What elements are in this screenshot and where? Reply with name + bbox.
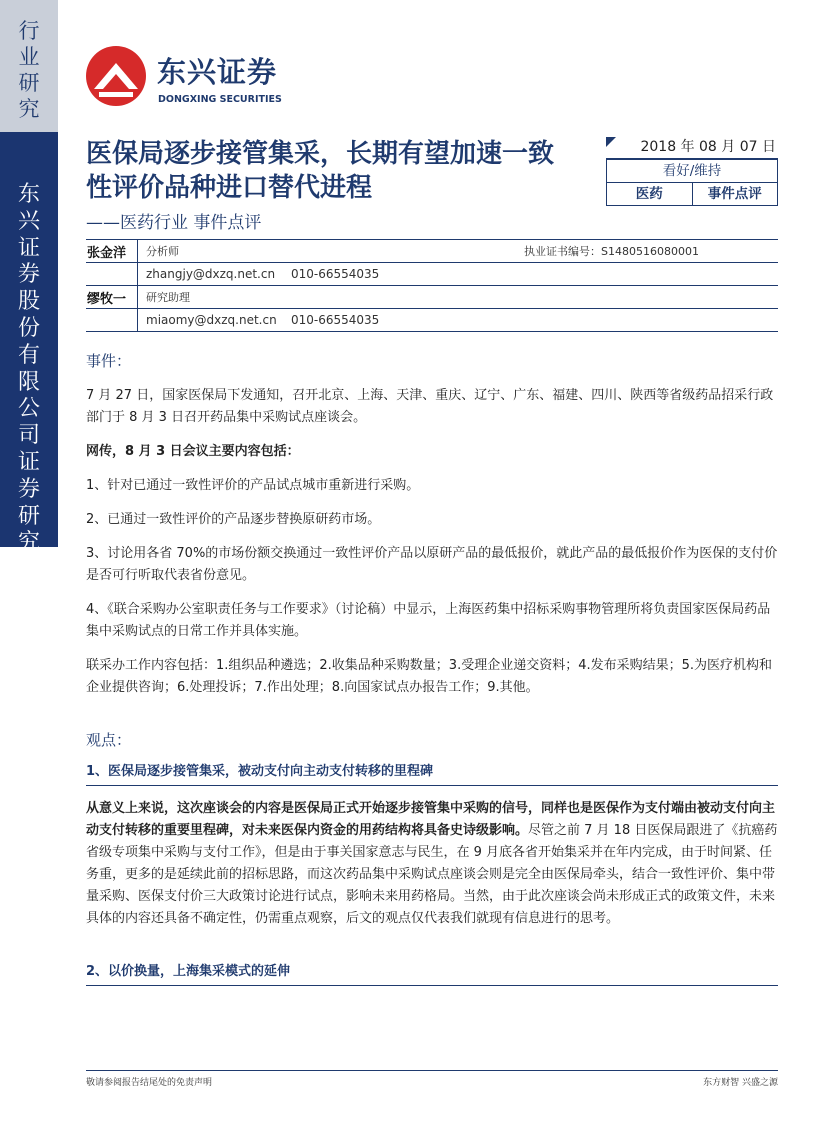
list-item: 4、《联合采购办公室职责任务与工作要求》（讨论稿）中显示，上海医药集中招标采购事物管理所将负责国家医保局药品集中采购试点的日常工作并具体实施。 [86,602,771,639]
view-paragraph-bold: 从意义上来说，这次座谈会的内容是医保局正式开始逐步接管集中采购的信号，同样也是医保作为支付端由被动支付向主动支付转移的重要里程碑，对未来医保内资金的用药结构将具备史诗级影响。 [86,801,776,838]
analyst-name: 张金洋 [87,245,127,261]
rating-row [606,160,778,183]
report-subtitle: ——医药行业 事件点评 [86,213,262,233]
report-date-row [606,137,778,160]
event-text: 7 月 27 日，国家医保局下发通知，召开北京、上海、天津、重庆、辽宁、广东、福建、四川、陕西等省级药品招采行政部门于 8 月 3 日召开药品集中采购试点座谈会。 [86,388,774,425]
sidebar-category-label: 行业研究 [18,19,40,121]
analyst-contact [137,309,778,331]
analyst-name: 缪牧一 [87,291,127,307]
logo-emblem-icon [85,45,147,107]
view-paragraph-rest: 尽管之前 7 月 18 日医保局跟进了《抗癌药省级专项集中采购与支付工作》，但是由于事关国家意志与民生，在 9 月底各省开始集采并在年内完成，由于时间紧、任务重，更多的是延续此前的招标思路，而这次药品集中采购试点座谈会则是完全由医保局牵头，结合一致性评价、集中带量采购、医保支付价三大政策讨论进行试点，影响未来用药格局。当然，由于此次座谈会尚未形成正式的政策文件，未来具体的内容还具备不确定性，仍需重点观察，后文的观点仅代表我们就现有信息进行的思考。 [86,823,778,926]
sidebar-company-label: 东兴证券股份有限公司证券研究报告 [17,182,40,609]
analyst-table [86,239,778,332]
report-title: 医保局逐步接管集采，长期有望加速一致性评价品种进口替代进程 [86,139,555,203]
industry-label: 医药 [606,183,692,205]
analyst-phone: 010-66554035 [291,313,380,327]
analyst-contact [137,263,778,285]
view-paragraph [86,798,778,930]
analyst-info [137,240,778,262]
analyst-role: 分析师 [146,245,179,258]
view-subheading-1: 1、医保局逐步接管集采，被动支付向主动支付转移的里程碑 [86,760,778,786]
analyst-row [86,239,778,262]
analyst-contact-row [86,262,778,285]
footer-slogan: 东方财智 兴盛之源 [703,1078,778,1088]
report-type-label: 事件点评 [692,183,779,205]
analyst-email[interactable]: zhangjy@dxzq.net.cn [146,267,276,281]
analyst-cert: 执业证书编号：S1480516080001 [524,245,699,258]
list-item: 联采办工作内容包括：1.组织品种遴选；2.收集品种采购数量；3.受理企业递交资料；4.发布采购结果；5.为医疗机构和企业提供咨询；6.处理投诉；7.作出处理；8.向国家试点办报告工作；9.其他。 [86,658,773,695]
sidebar-category [0,0,58,132]
event-heading: 事件： [86,352,132,370]
logo-name-en: DONGXING SECURITIES [158,94,282,105]
list-item: 2、已通过一致性评价的产品逐步替换原研药市场。 [86,512,381,527]
report-date: 2018 年 08 月 07 日 [640,139,776,155]
view-heading: 观点： [86,731,132,749]
report-body [86,350,778,986]
sidebar-company [0,132,58,609]
analyst-info [137,286,778,308]
analyst-phone: 010-66554035 [291,267,380,281]
list-item: 1、针对已通过一致性评价的产品试点城市重新进行采购。 [86,478,420,493]
category-row [606,183,778,206]
corner-triangle-icon [606,137,616,147]
view-subheading-2: 2、以价换量，上海集采模式的延伸 [86,960,778,986]
analyst-contact-row [86,308,778,332]
report-tag-box [606,137,778,206]
analyst-email[interactable]: miaomy@dxzq.net.cn [146,313,277,327]
logo-name-cn: 东兴证券 [157,55,278,89]
rating-badge: 看好/维持 [606,160,778,182]
analyst-role: 研究助理 [146,291,190,304]
analyst-row [86,285,778,308]
footer-disclaimer: 敬请参阅报告结尾处的免责声明 [86,1078,213,1088]
meeting-heading: 网传，8 月 3 日会议主要内容包括： [86,444,300,459]
company-logo [85,45,315,107]
page-footer [86,1070,778,1091]
list-item: 3、讨论用各省 70%的市场份额交换通过一致性评价产品以原研产品的最低报价，就此产品的最低报价作为医保的支付价是否可行听取代表省份意见。 [86,546,778,583]
